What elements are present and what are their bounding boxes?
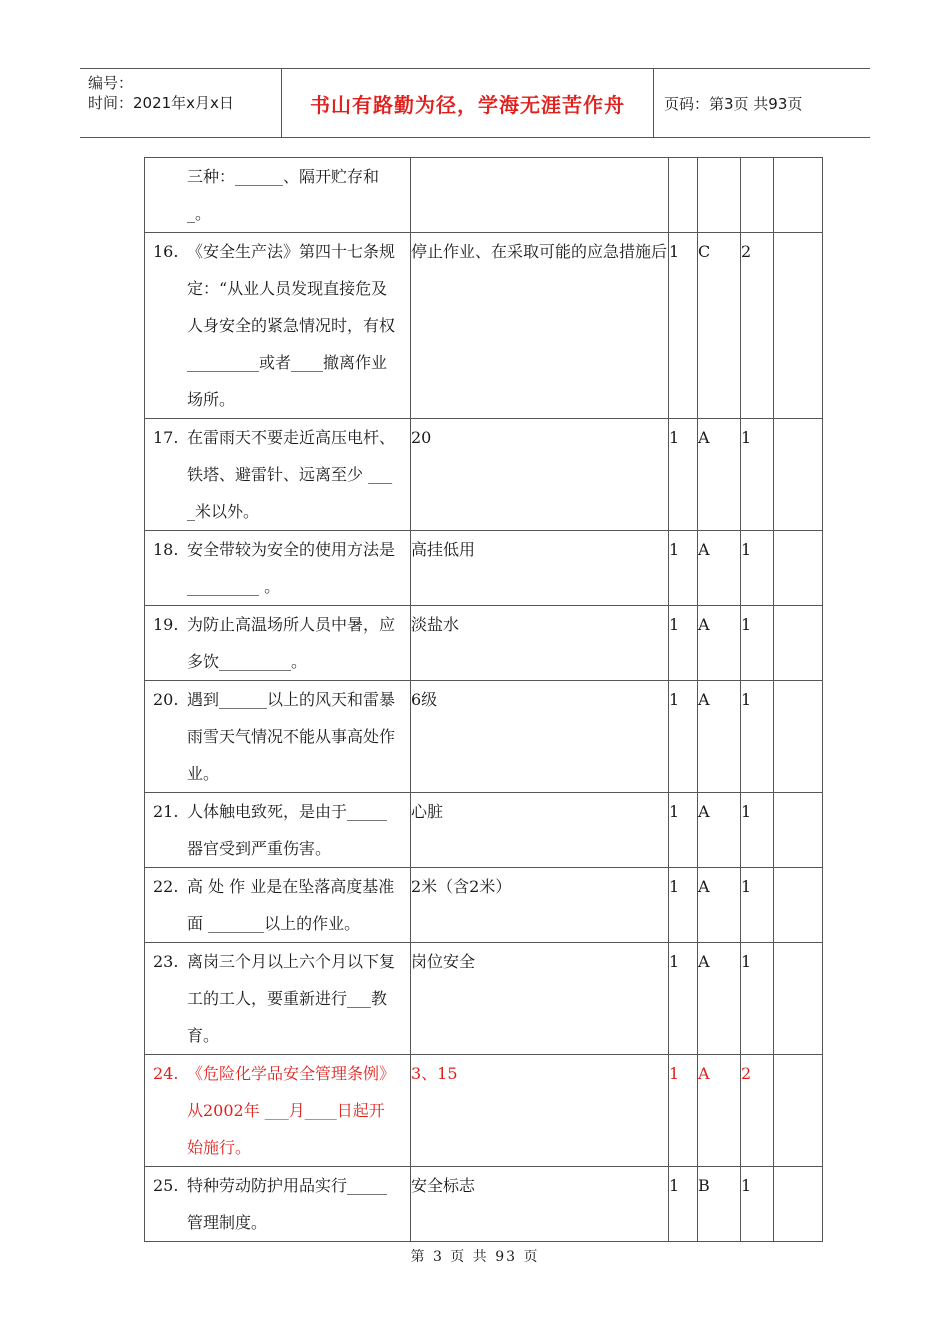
question-number: 16. [153, 242, 179, 261]
answer-cell: 6级 [411, 681, 669, 793]
question-text: 三种：______、隔开贮存和_。 [187, 167, 380, 223]
score-cell-c5: 2 [741, 233, 774, 419]
score-cell-c4: C [698, 233, 741, 419]
score-cell-c5: 1 [741, 1167, 774, 1242]
score-cell-c6 [774, 419, 823, 531]
question-text: 遇到______以上的风天和雷暴雨雪天气情况不能从事高处作业。 [187, 690, 396, 783]
table-row [145, 681, 823, 793]
question-text: 离岗三个月以上六个月以下复工的工人，要重新进行___教育。 [187, 952, 396, 1045]
question-number: 19. [153, 615, 179, 634]
question-table [144, 157, 823, 1242]
score-cell-c4: A [698, 793, 741, 868]
question-number: 22. [153, 877, 179, 896]
table-row [145, 868, 823, 943]
score-cell-c6 [774, 531, 823, 606]
score-cell-c5: 1 [741, 531, 774, 606]
time-label: 时间：2021年x月x日 [88, 94, 234, 112]
table-row [145, 419, 823, 531]
score-cell-c4: A [698, 943, 741, 1055]
score-cell-c4: B [698, 1167, 741, 1242]
table-row [145, 943, 823, 1055]
score-cell-c6 [774, 158, 823, 233]
page-info: 页码：第3页 共93页 [664, 94, 803, 113]
score-cell-c3: 1 [669, 793, 698, 868]
score-cell-c4: A [698, 531, 741, 606]
question-number: 25. [153, 1176, 179, 1195]
question-cell [145, 531, 411, 606]
answer-cell: 停止作业、在采取可能的应急措施后 [411, 233, 669, 419]
score-cell-c3: 1 [669, 1055, 698, 1167]
score-cell-c5: 1 [741, 868, 774, 943]
answer-cell: 岗位安全 [411, 943, 669, 1055]
score-cell-c4: A [698, 868, 741, 943]
score-cell-c6 [774, 681, 823, 793]
question-number: 20. [153, 690, 179, 709]
score-cell-c3: 1 [669, 1167, 698, 1242]
score-cell-c4: A [698, 681, 741, 793]
table-row [145, 1055, 823, 1167]
table-row [145, 793, 823, 868]
score-cell-c3: 1 [669, 868, 698, 943]
question-cell [145, 419, 411, 531]
score-cell-c5 [741, 158, 774, 233]
motto: 书山有路勤为径，学海无涯苦作舟 [282, 69, 654, 137]
question-text: 人体触电致死，是由于_____器官受到严重伤害。 [187, 802, 388, 858]
score-cell-c3: 1 [669, 233, 698, 419]
question-text: 《危险化学品安全管理条例》从2002年 ___月____日起开始施行。 [187, 1064, 396, 1157]
score-cell-c3: 1 [669, 419, 698, 531]
question-cell [145, 606, 411, 681]
question-cell [145, 868, 411, 943]
table-row [145, 606, 823, 681]
score-cell-c5: 1 [741, 681, 774, 793]
answer-cell [411, 158, 669, 233]
score-cell-c6 [774, 606, 823, 681]
question-number: 24. [153, 1064, 179, 1083]
table-row [145, 158, 823, 233]
score-cell-c4: A [698, 1055, 741, 1167]
score-cell-c6 [774, 233, 823, 419]
question-cell [145, 681, 411, 793]
question-cell [145, 943, 411, 1055]
page-header [80, 68, 870, 138]
score-cell-c5: 1 [741, 606, 774, 681]
question-text: 高 处 作 业是在坠落高度基准面 _______以上的作业。 [187, 877, 395, 933]
score-cell-c3: 1 [669, 943, 698, 1055]
question-cell [145, 1055, 411, 1167]
question-text: 在雷雨天不要走近高压电杆、铁塔、避雷针、远离至少 ____米以外。 [187, 428, 396, 521]
page-footer: 第 3 页 共 93 页 [410, 1249, 540, 1265]
answer-cell: 淡盐水 [411, 606, 669, 681]
answer-cell: 2米（含2米） [411, 868, 669, 943]
question-number: 23. [153, 952, 179, 971]
answer-cell: 高挂低用 [411, 531, 669, 606]
answer-cell: 3、15 [411, 1055, 669, 1167]
question-number: 17. [153, 428, 179, 447]
question-cell [145, 233, 411, 419]
score-cell-c6 [774, 1167, 823, 1242]
score-cell-c3: 1 [669, 606, 698, 681]
score-cell-c4: A [698, 419, 741, 531]
score-cell-c3 [669, 158, 698, 233]
answer-cell: 安全标志 [411, 1167, 669, 1242]
score-cell-c6 [774, 943, 823, 1055]
question-number: 18. [153, 540, 179, 559]
question-text: 安全带较为安全的使用方法是_________ 。 [187, 540, 396, 596]
score-cell-c5: 1 [741, 419, 774, 531]
question-number: 21. [153, 802, 179, 821]
table-row [145, 531, 823, 606]
score-cell-c5: 1 [741, 793, 774, 868]
question-text: 《安全生产法》第四十七条规定：“从业人员发现直接危及人身安全的紧急情况时，有权_________或者____撤离作业场所。 [187, 242, 396, 409]
answer-cell: 20 [411, 419, 669, 531]
question-text: 特种劳动防护用品实行_____管理制度。 [187, 1176, 388, 1232]
table-row [145, 233, 823, 419]
answer-cell: 心脏 [411, 793, 669, 868]
code-label: 编号： [88, 74, 134, 92]
question-text: 为防止高温场所人员中暑，应多饮_________。 [187, 615, 396, 671]
score-cell-c4 [698, 158, 741, 233]
score-cell-c5: 2 [741, 1055, 774, 1167]
score-cell-c4: A [698, 606, 741, 681]
table-row [145, 1167, 823, 1242]
header-left [80, 69, 282, 137]
score-cell-c6 [774, 868, 823, 943]
question-cell [145, 1167, 411, 1242]
score-cell-c5: 1 [741, 943, 774, 1055]
question-cell [145, 158, 411, 233]
score-cell-c3: 1 [669, 681, 698, 793]
question-cell [145, 793, 411, 868]
score-cell-c6 [774, 793, 823, 868]
score-cell-c3: 1 [669, 531, 698, 606]
score-cell-c6 [774, 1055, 823, 1167]
